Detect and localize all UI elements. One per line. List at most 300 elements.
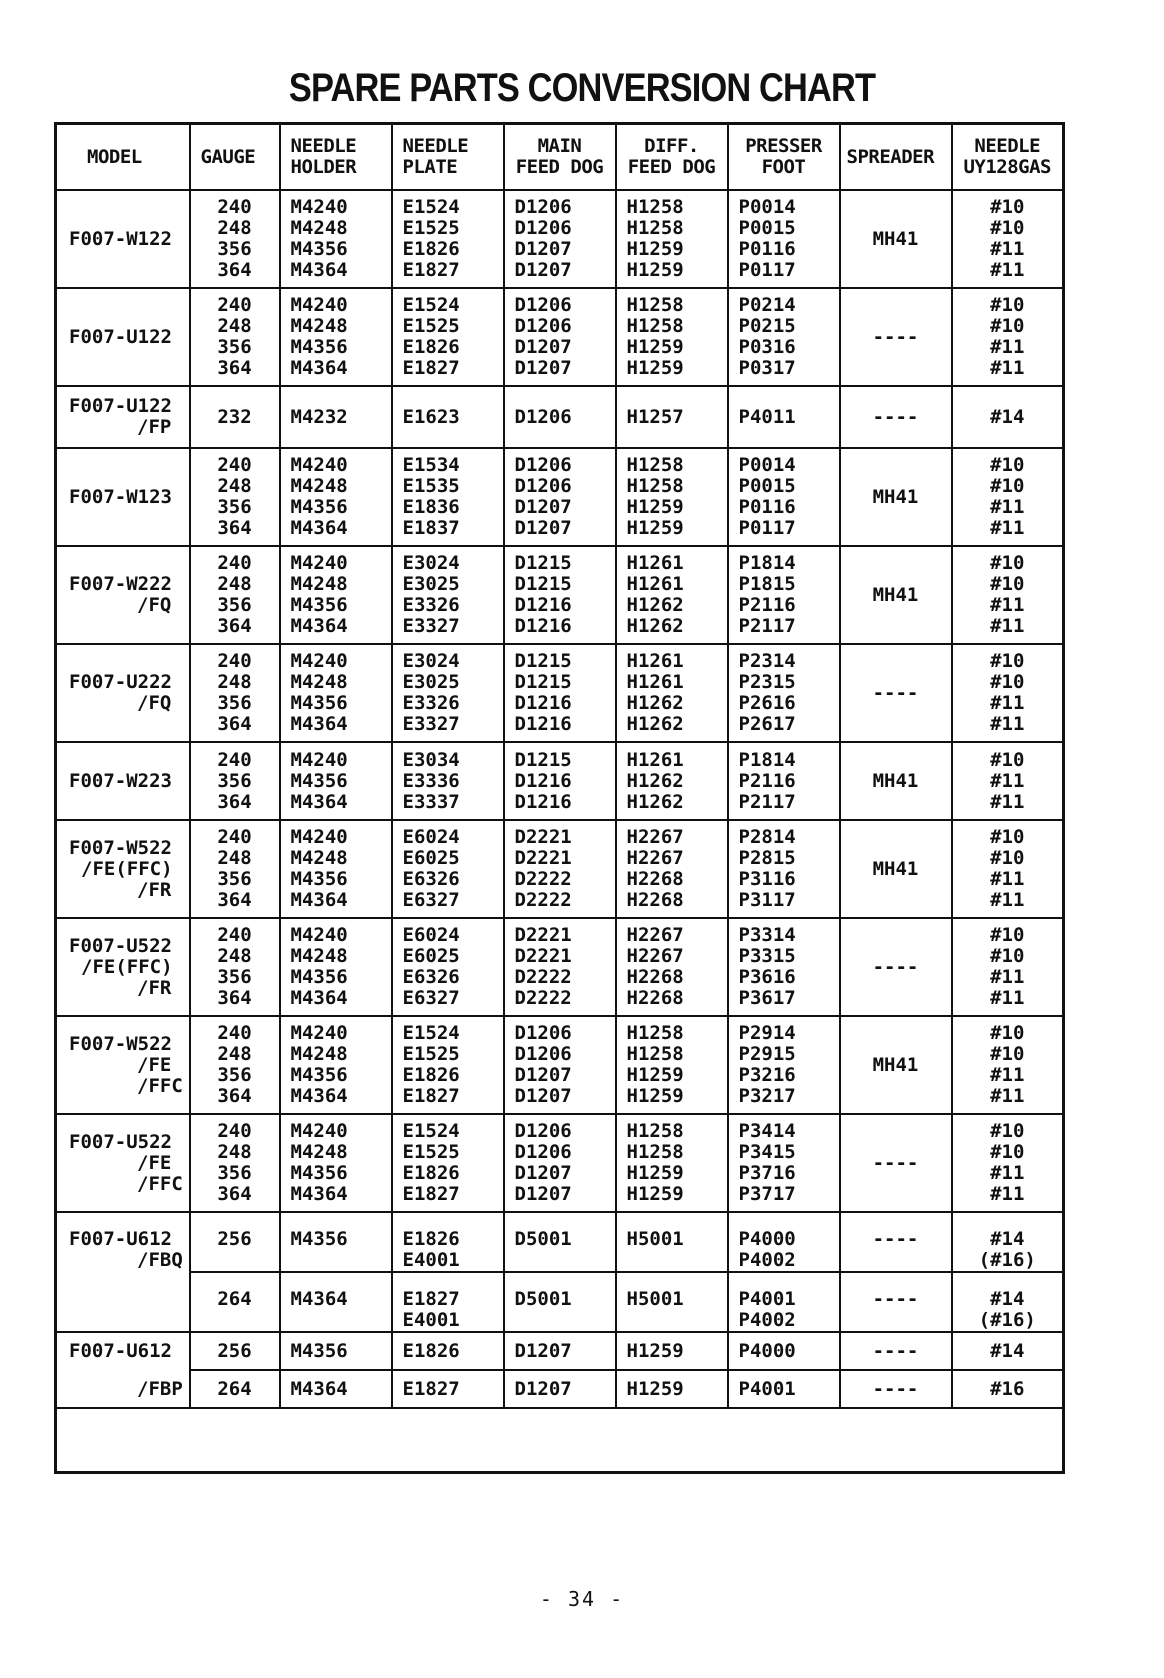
cell-values [953, 1379, 1063, 1400]
cell-value: P0116 [738, 496, 796, 518]
spreader-cell [840, 918, 952, 1016]
main-feed-dog-cell [504, 1272, 616, 1332]
main-feed-dog-cell [504, 288, 616, 386]
cell-values [617, 455, 727, 539]
presser-foot-cell [728, 448, 840, 546]
cell-value: E6326 [402, 868, 460, 890]
needle-cell [952, 448, 1064, 546]
cell-value: M4364 [290, 259, 348, 281]
cell-value: P0117 [738, 259, 796, 281]
cell-value: MH41 [872, 583, 919, 606]
cell-value: E3326 [402, 594, 460, 616]
header-text-line: FEED DOG [515, 156, 604, 178]
cell-values [281, 295, 391, 379]
diff-feed-dog-cell [616, 386, 728, 448]
table-row [56, 1212, 1064, 1272]
cell-value: M4248 [290, 573, 348, 595]
gauge-cell [190, 1212, 280, 1272]
cell-value: P2616 [738, 692, 796, 714]
cell-value: E3024 [402, 650, 460, 672]
cell-values [953, 1341, 1063, 1362]
cell-value: #11 [990, 594, 1025, 616]
cell-value: E1826 [402, 1228, 460, 1250]
cell-value: M4356 [290, 769, 348, 792]
cell-value: 364 [217, 790, 252, 813]
cell-values [393, 651, 503, 735]
cell-value: #14 [990, 1339, 1025, 1362]
table-row [56, 1332, 1064, 1370]
spreader-cell [840, 448, 952, 546]
cell-value: P3415 [738, 1141, 796, 1163]
needle-cell [952, 1212, 1064, 1272]
cell-value: H1258 [626, 1043, 684, 1065]
cell-value: E1826 [402, 1162, 460, 1184]
header-needle [952, 124, 1064, 191]
cell-value: D5001 [514, 1228, 572, 1250]
cell-values [505, 197, 615, 281]
cell-value: #14 [990, 405, 1025, 428]
needle-plate-cell [392, 742, 504, 820]
gauge-cell [190, 1114, 280, 1212]
gauge-cell [190, 1370, 280, 1408]
presser-foot-cell [728, 742, 840, 820]
cell-values [505, 750, 615, 813]
cell-value: P4001 [738, 1288, 796, 1310]
needle-cell [952, 546, 1064, 644]
cell-value: D1207 [514, 496, 572, 518]
cell-values [191, 1289, 279, 1310]
cell-value: H2267 [626, 847, 684, 869]
cell-value: M4356 [290, 1064, 348, 1086]
cell-values [281, 827, 391, 911]
cell-value: E6327 [402, 987, 460, 1009]
presser-foot-cell [728, 918, 840, 1016]
cell-value: P4002 [738, 1309, 796, 1331]
needle-plate-cell [392, 820, 504, 918]
needle-plate-cell [392, 644, 504, 742]
cell-value: H1261 [626, 552, 684, 574]
cell-values [841, 585, 951, 606]
main-feed-dog-cell [504, 1332, 616, 1370]
cell-value: 364 [217, 259, 252, 281]
cell-value: 240 [217, 454, 252, 476]
cell-value: 364 [217, 987, 252, 1009]
cell-value: P2117 [738, 615, 796, 637]
cell-value: D1207 [514, 1064, 572, 1086]
cell-values [617, 1341, 727, 1362]
cell-value: M4356 [290, 1228, 348, 1250]
cell-value: D1215 [514, 552, 572, 574]
cell-values [393, 1121, 503, 1205]
cell-value: H1262 [626, 692, 684, 714]
cell-values [505, 407, 615, 428]
needle-holder-cell [280, 1332, 392, 1370]
needle-plate-cell [392, 1370, 504, 1408]
presser-foot-cell [728, 1016, 840, 1114]
cell-value: D2221 [514, 826, 572, 848]
cell-value: H1259 [626, 1377, 684, 1400]
diff-feed-dog-cell [616, 820, 728, 918]
model-cell [56, 742, 190, 820]
model-name: /FR [137, 976, 172, 999]
cell-value: E1837 [402, 517, 460, 539]
presser-foot-cell [728, 190, 840, 288]
cell-values [281, 1121, 391, 1205]
cell-value: P3717 [738, 1183, 796, 1205]
diff-feed-dog-cell [616, 1370, 728, 1408]
diff-feed-dog-cell [616, 644, 728, 742]
table-row [56, 386, 1064, 448]
cell-value: E3327 [402, 713, 460, 735]
main-feed-dog-cell [504, 546, 616, 644]
cell-value: 364 [217, 517, 252, 539]
spare-parts-table [54, 122, 1065, 1474]
needle-holder-cell [280, 288, 392, 386]
cell-value: 364 [217, 889, 252, 911]
cell-value: D1206 [514, 475, 572, 497]
needle-plate-cell [392, 448, 504, 546]
cell-value: E1524 [402, 294, 460, 316]
cell-values [505, 1341, 615, 1362]
model-name: /FR [137, 878, 172, 901]
model-name: /FE(FFC) [81, 857, 173, 880]
cell-value: #10 [990, 748, 1025, 771]
cell-value: H1258 [626, 196, 684, 218]
needle-plate-cell [392, 546, 504, 644]
header-text-line: MODEL [87, 145, 142, 168]
cell-value: M4356 [290, 966, 348, 988]
needle-holder-cell [280, 1272, 392, 1332]
cell-value: P1814 [738, 748, 796, 771]
cell-value: #11 [990, 615, 1025, 637]
page-title: SPARE PARTS CONVERSION CHART [288, 66, 876, 110]
cell-value: D1206 [514, 294, 572, 316]
cell-value: 248 [217, 847, 252, 869]
needle-holder-cell [280, 1016, 392, 1114]
cell-value: M4364 [290, 615, 348, 637]
table-row [56, 1016, 1064, 1114]
cell-values [841, 1379, 951, 1400]
cell-value: #11 [990, 769, 1025, 792]
cell-value: H2267 [626, 826, 684, 848]
cell-value: M4364 [290, 517, 348, 539]
model-name: /FE(FFC) [81, 955, 173, 978]
needle-cell [952, 644, 1064, 742]
model-name: /FBQ [137, 1249, 183, 1271]
cell-value: ---- [872, 1377, 919, 1400]
model-name: F007-W522 [69, 1032, 172, 1055]
blank-row [56, 1408, 1064, 1473]
cell-value: P3616 [738, 966, 796, 988]
cell-values [841, 1055, 951, 1076]
cell-value: H5001 [626, 1228, 684, 1250]
cell-value: 240 [217, 650, 252, 672]
cell-value: E3034 [402, 748, 460, 771]
main-feed-dog-cell [504, 644, 616, 742]
cell-value: M4364 [290, 713, 348, 735]
diff-feed-dog-cell [616, 1114, 728, 1212]
gauge-cell [190, 1272, 280, 1332]
cell-value: ---- [872, 1228, 919, 1250]
cell-value: H1262 [626, 790, 684, 813]
cell-value: 356 [217, 496, 252, 518]
cell-value: 364 [217, 357, 252, 379]
cell-value: P3314 [738, 924, 796, 946]
cell-value: D1207 [514, 1183, 572, 1205]
cell-values [841, 407, 951, 428]
cell-value: #11 [990, 868, 1025, 890]
cell-value: E6025 [402, 847, 460, 869]
cell-values [281, 553, 391, 637]
cell-values [953, 750, 1063, 813]
cell-value: ---- [872, 1288, 919, 1310]
cell-values [841, 957, 951, 978]
cell-value: E3024 [402, 552, 460, 574]
cell-value: #11 [990, 713, 1025, 735]
model-cell [56, 918, 190, 1016]
cell-value: (#16) [978, 1309, 1036, 1331]
cell-values [953, 455, 1063, 539]
cell-value: E1836 [402, 496, 460, 518]
cell-value: E1827 [402, 259, 460, 281]
cell-value: 240 [217, 294, 252, 316]
cell-values [191, 827, 279, 911]
diff-feed-dog-cell [616, 190, 728, 288]
cell-value: M4240 [290, 196, 348, 218]
cell-value: H1262 [626, 769, 684, 792]
main-feed-dog-cell [504, 742, 616, 820]
cell-value: E1534 [402, 454, 460, 476]
cell-values [617, 407, 727, 428]
cell-values [393, 295, 503, 379]
cell-value: H1259 [626, 1085, 684, 1107]
cell-values [617, 750, 727, 813]
cell-value: H1259 [626, 357, 684, 379]
cell-value: H1258 [626, 475, 684, 497]
cell-value: P0014 [738, 454, 796, 476]
presser-foot-cell [728, 1212, 840, 1272]
cell-values [191, 1229, 279, 1250]
cell-value: M4240 [290, 924, 348, 946]
model-cell [56, 1212, 190, 1332]
diff-feed-dog-cell [616, 1212, 728, 1272]
cell-value: E1525 [402, 315, 460, 337]
cell-value: H1258 [626, 1141, 684, 1163]
cell-value: 264 [217, 1288, 252, 1310]
cell-value: D2221 [514, 847, 572, 869]
spreader-cell [840, 546, 952, 644]
cell-value: D1206 [514, 217, 572, 239]
cell-values [841, 1229, 951, 1250]
cell-value: H2267 [626, 945, 684, 967]
gauge-cell [190, 386, 280, 448]
cell-value: #11 [990, 259, 1025, 281]
cell-value: M4356 [290, 336, 348, 358]
cell-values [393, 1289, 503, 1331]
cell-value: P4011 [738, 405, 796, 428]
cell-value: H1259 [626, 1339, 684, 1362]
cell-values [191, 651, 279, 735]
cell-value: H1259 [626, 517, 684, 539]
cell-value: #10 [990, 217, 1025, 239]
needle-holder-cell [280, 1212, 392, 1272]
cell-value: D2222 [514, 868, 572, 890]
cell-values [393, 750, 503, 813]
cell-value: E6327 [402, 889, 460, 911]
cell-values [729, 455, 839, 539]
cell-value: M4356 [290, 1339, 348, 1362]
cell-values [393, 1023, 503, 1107]
cell-values [191, 1121, 279, 1205]
cell-value: #10 [990, 552, 1025, 574]
model-name: F007-W122 [69, 227, 172, 250]
cell-value: D1206 [514, 1120, 572, 1142]
model-name: /FFC [137, 1172, 183, 1195]
cell-value: P0317 [738, 357, 796, 379]
cell-values [953, 407, 1063, 428]
diff-feed-dog-cell [616, 1332, 728, 1370]
cell-value: 248 [217, 945, 252, 967]
cell-value: H1259 [626, 1162, 684, 1184]
cell-value: P3716 [738, 1162, 796, 1184]
cell-value: D1207 [514, 1162, 572, 1184]
cell-value: D1207 [514, 336, 572, 358]
cell-value: 248 [217, 315, 252, 337]
presser-foot-cell [728, 288, 840, 386]
diff-feed-dog-cell [616, 288, 728, 386]
cell-values [281, 1379, 391, 1400]
cell-values [281, 455, 391, 539]
cell-value: E4001 [402, 1309, 460, 1331]
main-feed-dog-cell [504, 820, 616, 918]
cell-value: D2221 [514, 924, 572, 946]
cell-value: D2222 [514, 987, 572, 1009]
cell-values [393, 197, 503, 281]
header-needle-holder [280, 124, 392, 191]
main-feed-dog-cell [504, 190, 616, 288]
cell-value: M4356 [290, 238, 348, 260]
table-row [56, 742, 1064, 820]
cell-value: H2268 [626, 987, 684, 1009]
cell-value: P3217 [738, 1085, 796, 1107]
cell-value: ---- [872, 325, 919, 348]
cell-value: #11 [990, 1064, 1025, 1086]
model-cell [56, 1332, 190, 1408]
cell-value: E1525 [402, 217, 460, 239]
main-feed-dog-cell [504, 386, 616, 448]
cell-value: 240 [217, 1120, 252, 1142]
cell-value: 356 [217, 868, 252, 890]
header-needle-plate [392, 124, 504, 191]
cell-value: #11 [990, 1183, 1025, 1205]
cell-value: E6326 [402, 966, 460, 988]
cell-value: E3025 [402, 671, 460, 693]
cell-values [617, 925, 727, 1009]
cell-value: MH41 [872, 485, 919, 508]
cell-value: E6024 [402, 826, 460, 848]
model-name: F007-U522 [69, 934, 172, 957]
cell-value: ---- [872, 1151, 919, 1174]
cell-values [729, 1341, 839, 1362]
cell-value: #11 [990, 966, 1025, 988]
cell-value: H1258 [626, 294, 684, 316]
cell-value: D1216 [514, 692, 572, 714]
model-name: /FFC [137, 1074, 183, 1097]
spreader-cell [840, 190, 952, 288]
cell-value: H1261 [626, 671, 684, 693]
cell-value: D1207 [514, 1085, 572, 1107]
model-cell [56, 288, 190, 386]
cell-value: D1216 [514, 615, 572, 637]
diff-feed-dog-cell [616, 1016, 728, 1114]
cell-value: #11 [990, 496, 1025, 518]
spreader-cell [840, 386, 952, 448]
spreader-cell [840, 644, 952, 742]
cell-value: H5001 [626, 1288, 684, 1310]
needle-holder-cell [280, 448, 392, 546]
table-body [56, 190, 1064, 1473]
cell-value: 256 [217, 1228, 252, 1250]
cell-values [729, 651, 839, 735]
cell-values [729, 295, 839, 379]
gauge-cell [190, 820, 280, 918]
cell-value: D1207 [514, 259, 572, 281]
cell-value: P0015 [738, 217, 796, 239]
cell-value: M4248 [290, 1141, 348, 1163]
model-name: /FP [137, 416, 172, 438]
header-text-line: PLATE [402, 156, 458, 178]
model-cell [56, 1016, 190, 1114]
header-spreader [840, 124, 952, 191]
cell-values [729, 1229, 839, 1271]
model-cell [56, 820, 190, 918]
cell-value: M4240 [290, 1022, 348, 1044]
gauge-cell [190, 448, 280, 546]
model-name: F007-W522 [69, 836, 172, 859]
cell-value: #11 [990, 1085, 1025, 1107]
model-cell [56, 190, 190, 288]
cell-value: #10 [990, 1022, 1025, 1044]
needle-plate-cell [392, 288, 504, 386]
needle-holder-cell [280, 386, 392, 448]
cell-value: E1827 [402, 1377, 460, 1400]
header-text-line: NEEDLE [290, 135, 357, 157]
cell-values [393, 1229, 503, 1271]
cell-value: #11 [990, 987, 1025, 1009]
cell-value: P4001 [738, 1377, 796, 1400]
header-text-line: FEED DOG [627, 156, 716, 178]
cell-values [953, 1023, 1063, 1107]
table-row [56, 546, 1064, 644]
cell-values [281, 925, 391, 1009]
header-text-line: NEEDLE [974, 135, 1041, 157]
header-text-line: MAIN [537, 135, 582, 157]
cell-value: D1216 [514, 769, 572, 792]
cell-values [191, 1341, 279, 1362]
cell-value: P1815 [738, 573, 796, 595]
cell-value: M4356 [290, 496, 348, 518]
spreader-cell [840, 288, 952, 386]
gauge-cell [190, 546, 280, 644]
cell-values [281, 651, 391, 735]
cell-value: 356 [217, 336, 252, 358]
cell-value: M4356 [290, 594, 348, 616]
cell-value: P2914 [738, 1022, 796, 1044]
cell-value: M4248 [290, 1043, 348, 1065]
cell-value: M4248 [290, 671, 348, 693]
cell-value: D2222 [514, 966, 572, 988]
diff-feed-dog-cell [616, 1272, 728, 1332]
